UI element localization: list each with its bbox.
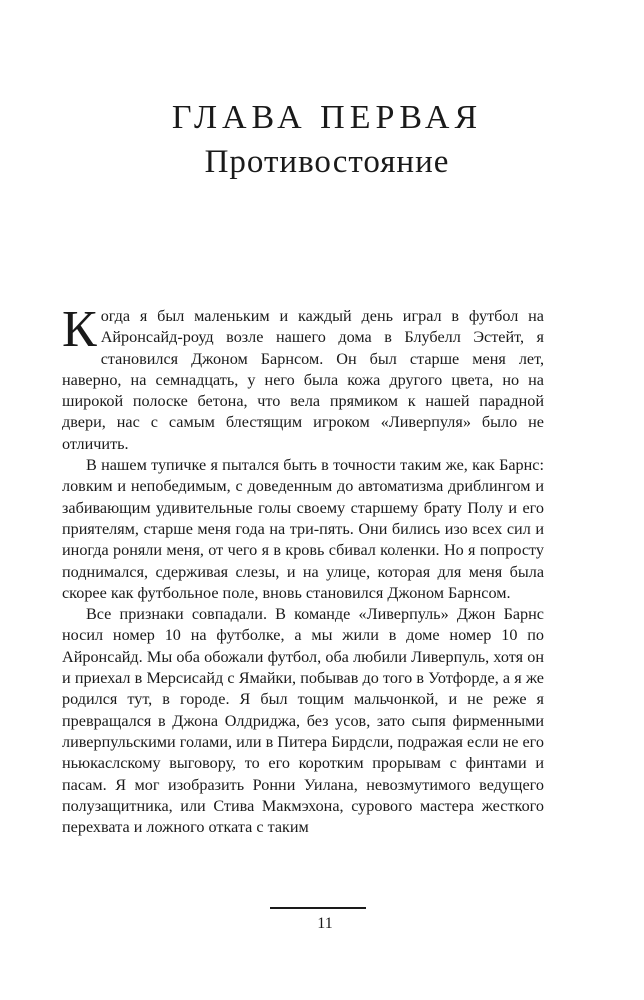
paragraph-1-text: огда я был маленьким и каждый день играл в футбол на Айронсайд-роуд возле нашего дома в Блубелл Эстейт, я становился Джоном Барнсом. Он был старше меня лет, наверно, на семнадцать, у него была кожа другого цвета, но на широкой полоске бетона, что вела прямиком к нашей парадной двери, нас с самым блестящим игроком «Ливерпуля» было не отличить.: [62, 307, 544, 453]
drop-cap: К: [62, 301, 97, 358]
paragraph-1: [62, 301, 544, 455]
chapter-number: ГЛАВА ПЕРВАЯ: [171, 99, 483, 136]
chapter-body: [62, 301, 544, 838]
chapter-heading: [0, 96, 644, 184]
paragraph-2: В нашем тупичке я пытался быть в точности таким же, как Барнс: ловким и непобедимым, с доведенным до автоматизма дриблингом и забивающим удивительные голы своему старшему брату Полу и его приятелям, старше меня года на три-пять. Они бились изо всех сил и иногда роняли меня, от чего я в кровь сбивал коленки. Но я попросту поднимался, сдерживая слезы, и на улице, которая для меня была скорее как футбольное поле, вновь становился Джоном Барнсом.: [62, 456, 544, 602]
page-number: 11: [317, 915, 333, 932]
page-number-rule: [270, 907, 366, 909]
paragraph-3: Все признаки совпадали. В команде «Ливерпуль» Джон Барнс носил номер 10 на футболке, а мы жили в доме номер 10 по Айронсайд. Мы оба обожали футбол, оба любили Ливерпуль, хотя он и приехал в Мерсисайд с Ямайки, побывав до того в Уотфорде, а я же родился тут, в городе. Я был тощим мальчонкой, и не реже я превращался в Джона Олдриджа, без усов, зато сыпя фирменными ливерпульскими голами, или в Питера Бирдсли, подражая если не его ньюкаслскому выговору, то его коротким прорывам с финтами и пасам. Я мог изобразить Ронни Уилана, невозмутимого ведущего полузащитника, или Стива Макмэхона, сурового мастера жесткого перехвата и ложного отката с таким: [62, 605, 544, 837]
chapter-title: Противостояние: [204, 144, 450, 180]
